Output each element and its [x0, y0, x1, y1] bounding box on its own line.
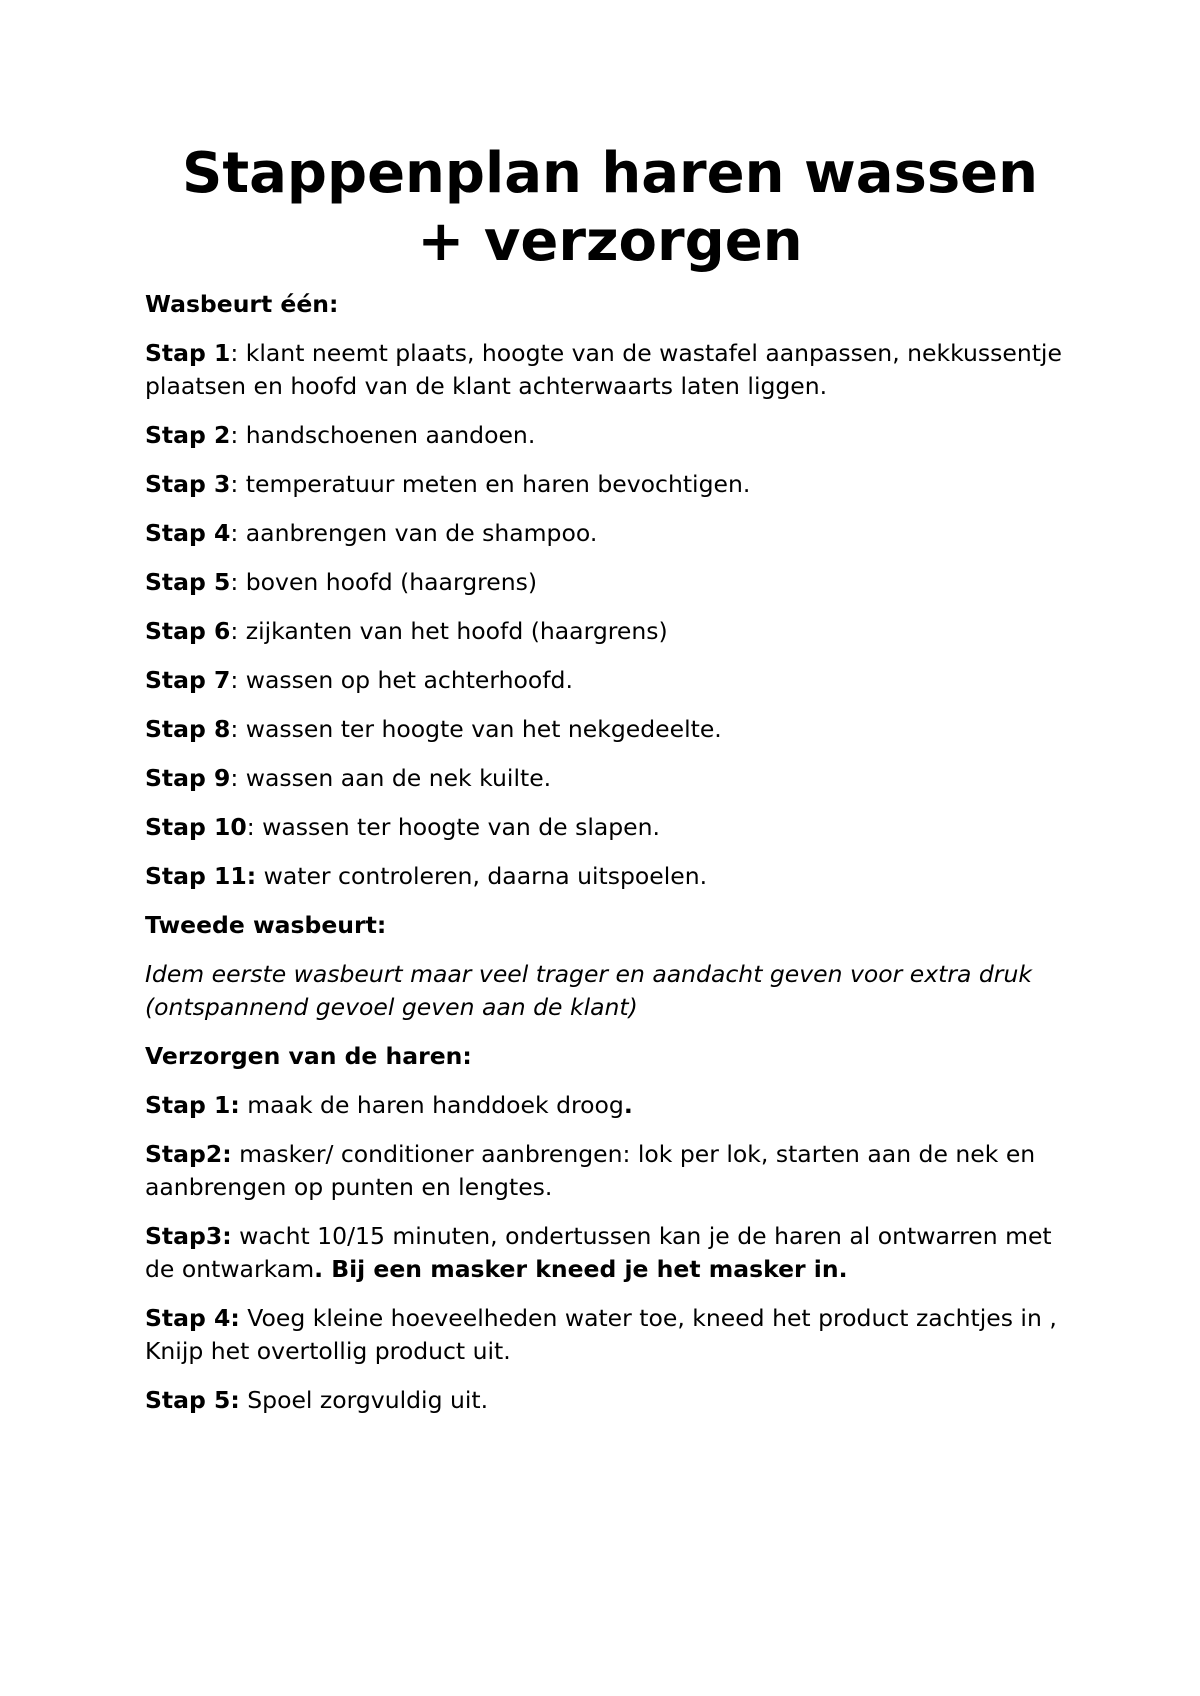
document-title: Stappenplan haren wassen + verzorgen: [182, 141, 1038, 274]
wash-step-10: [145, 811, 1065, 844]
step-text: Voeg kleine hoeveelheden water toe, kneed het product zachtjes in , Knijp het overtollig product uit.: [145, 1304, 1057, 1365]
step-text: wacht 10/15 minuten, ondertussen kan je de haren al ontwarren met de ontwarkam: [145, 1222, 1052, 1283]
wash-step-11: [145, 860, 1065, 893]
step-sep: :: [230, 666, 246, 694]
step-label: Stap 9: [145, 764, 231, 792]
document-page: [145, 140, 1065, 1433]
step-text: zijkanten van het hoofd (haargrens): [245, 617, 668, 645]
step-text: Spoel zorgvuldig uit.: [239, 1386, 489, 1414]
step-sep: :: [230, 519, 246, 547]
wash-step-6: [145, 615, 1065, 648]
step-sep: :: [230, 568, 246, 596]
step-text: handschoenen aandoen.: [245, 421, 536, 449]
step-text: masker/ conditioner aanbrengen: lok per lok, starten aan de nek en aanbrengen op punten en lengtes.: [145, 1140, 1036, 1201]
wash-step-4: [145, 517, 1065, 550]
step-label: Stap 8: [145, 715, 231, 743]
step-sep: :: [230, 339, 246, 367]
wash-step-2: [145, 419, 1065, 452]
step-label: Stap 2: [145, 421, 231, 449]
step-bold-tail: . Bij een masker kneed je het masker in.: [314, 1255, 848, 1283]
step-text: wassen ter hoogte van de slapen.: [262, 813, 660, 841]
step-label: Stap 4: [145, 519, 231, 547]
step-label: Stap 5: [145, 568, 231, 596]
step-sep: :: [230, 470, 246, 498]
wash-step-5: [145, 566, 1065, 599]
step-label: Stap 11:: [145, 862, 257, 890]
heading-wash-one: Wasbeurt één:: [145, 290, 339, 318]
step-text: water controleren, daarna uitspoelen.: [263, 862, 708, 890]
care-step-3: [145, 1220, 1065, 1286]
step-text: aanbrengen van de shampoo.: [245, 519, 598, 547]
step-label: Stap 5:: [145, 1386, 240, 1414]
step-label: Stap 3: [145, 470, 231, 498]
step-bold-tail: .: [623, 1091, 633, 1119]
step-text: wassen op het achterhoofd.: [245, 666, 573, 694]
care-step-1: [145, 1089, 1065, 1122]
step-text: boven hoofd (haargrens): [245, 568, 538, 596]
step-sep: :: [246, 813, 263, 841]
step-label: Stap3:: [145, 1222, 232, 1250]
step-sep: :: [230, 764, 246, 792]
wash-step-8: [145, 713, 1065, 746]
step-text: temperatuur meten en haren bevochtigen.: [245, 470, 751, 498]
wash-step-3: [145, 468, 1065, 501]
step-sep: :: [230, 617, 246, 645]
step-label: Stap 4:: [145, 1304, 240, 1332]
step-sep: :: [230, 715, 246, 743]
care-step-4: [145, 1302, 1065, 1368]
wash-two-text: Idem eerste wasbeurt maar veel trager en aandacht geven voor extra druk (ontspannend gevoel geven aan de klant): [145, 960, 1032, 1021]
step-sep: [256, 862, 263, 890]
wash-step-1: [145, 337, 1065, 403]
step-text: wassen aan de nek kuilte.: [245, 764, 552, 792]
care-step-2: [145, 1138, 1065, 1204]
step-label: Stap 1:: [145, 1091, 240, 1119]
care-step-5: [145, 1384, 1065, 1417]
step-label: Stap 6: [145, 617, 231, 645]
heading-care: Verzorgen van de haren:: [145, 1042, 472, 1070]
step-sep: :: [230, 421, 246, 449]
step-label: Stap 1: [145, 339, 231, 367]
step-label: Stap 7: [145, 666, 231, 694]
step-text: klant neemt plaats, hoogte van de wastafel aanpassen, nekkussentje plaatsen en hoofd van de klant achterwaarts laten liggen.: [145, 339, 1062, 400]
wash-step-7: [145, 664, 1065, 697]
step-label: Stap2:: [145, 1140, 232, 1168]
step-label: Stap 10: [145, 813, 247, 841]
step-text: maak de haren handdoek droog: [239, 1091, 624, 1119]
heading-wash-two: Tweede wasbeurt:: [145, 911, 387, 939]
step-text: wassen ter hoogte van het nekgedeelte.: [245, 715, 722, 743]
wash-step-9: [145, 762, 1065, 795]
